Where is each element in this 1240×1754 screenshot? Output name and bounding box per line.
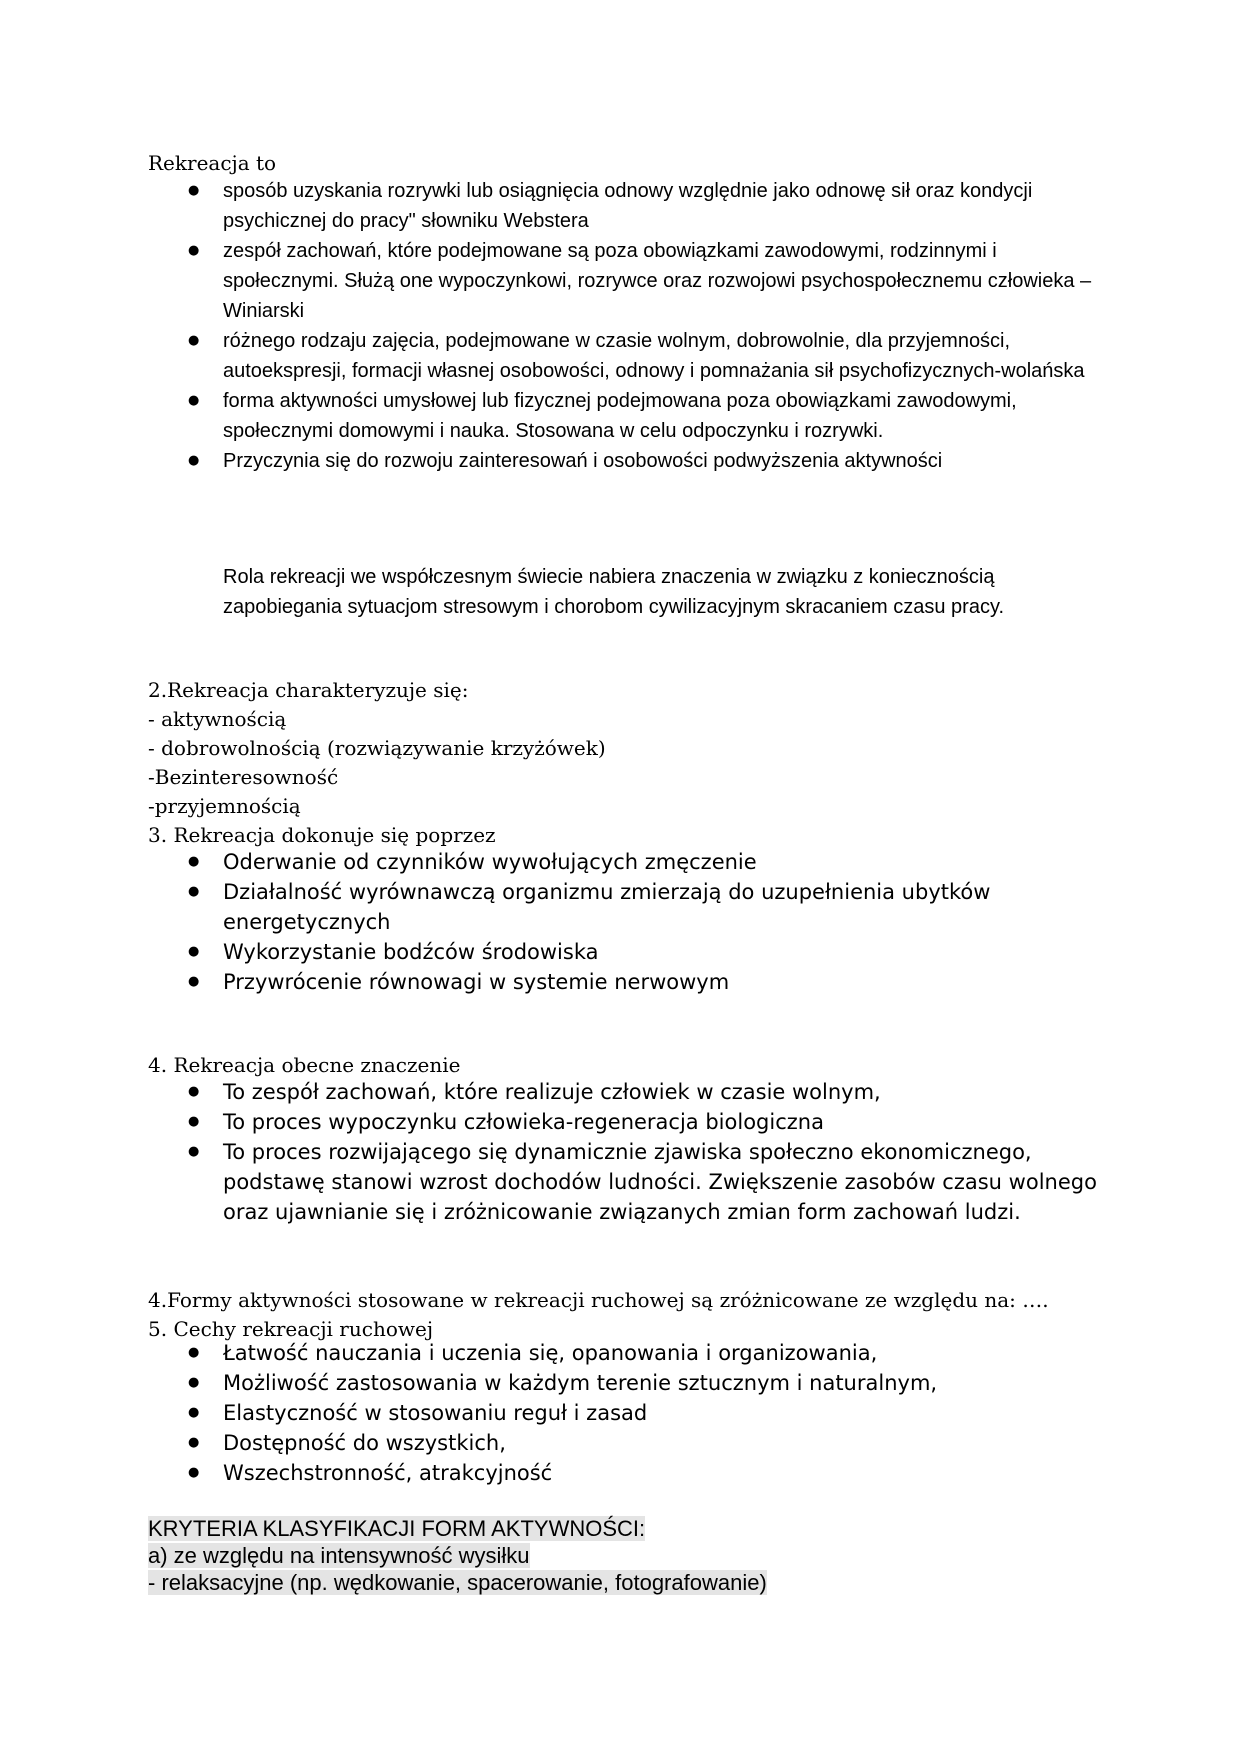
list-item: - aktywnością: [148, 707, 287, 731]
criteria-heading: KRYTERIA KLASYFIKACJI FORM AKTYWNOŚCI:: [148, 1516, 646, 1541]
section4-list: [148, 1077, 1108, 1227]
section5-title: 5. Cechy rekreacji ruchowej: [148, 1317, 434, 1341]
list-item: ● To proces wypoczynku człowieka-regeneracja biologiczna: [148, 1107, 1108, 1137]
list-item: ● Dostępność do wszystkich,: [148, 1428, 1108, 1458]
list-item: ● Oderwanie od czynników wywołujących zmęczenie: [148, 847, 1108, 877]
section4b-5: [148, 1286, 1148, 1344]
section2-title: 2.Rekreacja charakteryzuje się:: [148, 678, 469, 702]
intro-text: Rekreacja to: [148, 151, 277, 175]
section4-title: 4. Rekreacja obecne znaczenie: [148, 1053, 461, 1077]
list-item: ● forma aktywności umysłowej lub fizycznej podejmowana poza obowiązkami zawodowymi, społecznymi domowymi i nauka. Stosowana w celu odpoczynku i rozrywki.: [148, 386, 1108, 446]
criteria-sub: a) ze względu na intensywność wysiłku: [148, 1543, 530, 1568]
list-item: -przyjemnością: [148, 794, 301, 818]
criteria-item: - relaksacyjne (np. wędkowanie, spacerowanie, fotografowanie): [148, 1570, 767, 1595]
section3-list: [148, 847, 1108, 997]
section5-list: [148, 1338, 1108, 1488]
section1-list: [148, 176, 1108, 476]
list-item: - dobrowolnością (rozwiązywanie krzyżówek): [148, 736, 606, 760]
list-item: ● Działalność wyrównawczą organizmu zmierzają do uzupełnienia ubytków energetycznych: [148, 877, 1108, 937]
list-item: ● Wszechstronność, atrakcyjność: [148, 1458, 1108, 1488]
list-item: ● Przyczynia się do rozwoju zainteresowań i osobowości podwyższenia aktywności: [148, 446, 1108, 476]
list-item: ● Elastyczność w stosowaniu reguł i zasad: [148, 1398, 1108, 1428]
list-item: -Bezinteresowność: [148, 765, 339, 789]
role-paragraph: Rola rekreacji we współczesnym świecie nabiera znaczenia w związku z koniecznością zapobiegania sytuacjom stresowym i chorobom cywilizacyjnym skracaniem czasu pracy.: [223, 566, 1005, 618]
list-item: ● zespół zachowań, które podejmowane są poza obowiązkami zawodowymi, rodzinnymi i społecznymi. Służą one wypoczynkowi, rozrywce oraz rozwojowi psychospołecznemu człowieka –Winiarski: [148, 236, 1108, 326]
section1-intro: [148, 149, 1108, 178]
list-item: ● Możliwość zastosowania w każdym terenie sztucznym i naturalnym,: [148, 1368, 1108, 1398]
section3-title: 3. Rekreacja dokonuje się poprzez: [148, 823, 496, 847]
list-item: ● To proces rozwijającego się dynamicznie zjawiska społeczno ekonomicznego, podstawę stanowi wzrost dochodów ludności. Zwiększenie zasobów czasu wolnego oraz ujawnianie się i zróżnicowanie związanych zmian form zachowań ludzi.: [148, 1137, 1108, 1227]
section4b-title: 4.Formy aktywności stosowane w rekreacji ruchowej są zróżnicowane ze względu na: ….: [148, 1288, 1049, 1312]
list-item: ● Wykorzystanie bodźców środowiska: [148, 937, 1108, 967]
list-item: ● Łatwość nauczania i uczenia się, opanowania i organizowania,: [148, 1338, 1108, 1368]
list-item: ● To zespół zachowań, które realizuje człowiek w czasie wolnym,: [148, 1077, 1108, 1107]
section2: [148, 676, 1108, 850]
criteria-block: [148, 1515, 1108, 1596]
list-item: ● różnego rodzaju zajęcia, podejmowane w czasie wolnym, dobrowolnie, dla przyjemności, autoekspresji, formacji własnej osobowości, odnowy i pomnażania sił psychofizycznych-wolańska: [148, 326, 1108, 386]
list-item: ● sposób uzyskania rozrywki lub osiągnięcia odnowy względnie jako odnowę sił oraz kondycji psychicznej do pracy" słowniku Webstera: [148, 176, 1108, 236]
list-item: ● Przywrócenie równowagi w systemie nerwowym: [148, 967, 1108, 997]
